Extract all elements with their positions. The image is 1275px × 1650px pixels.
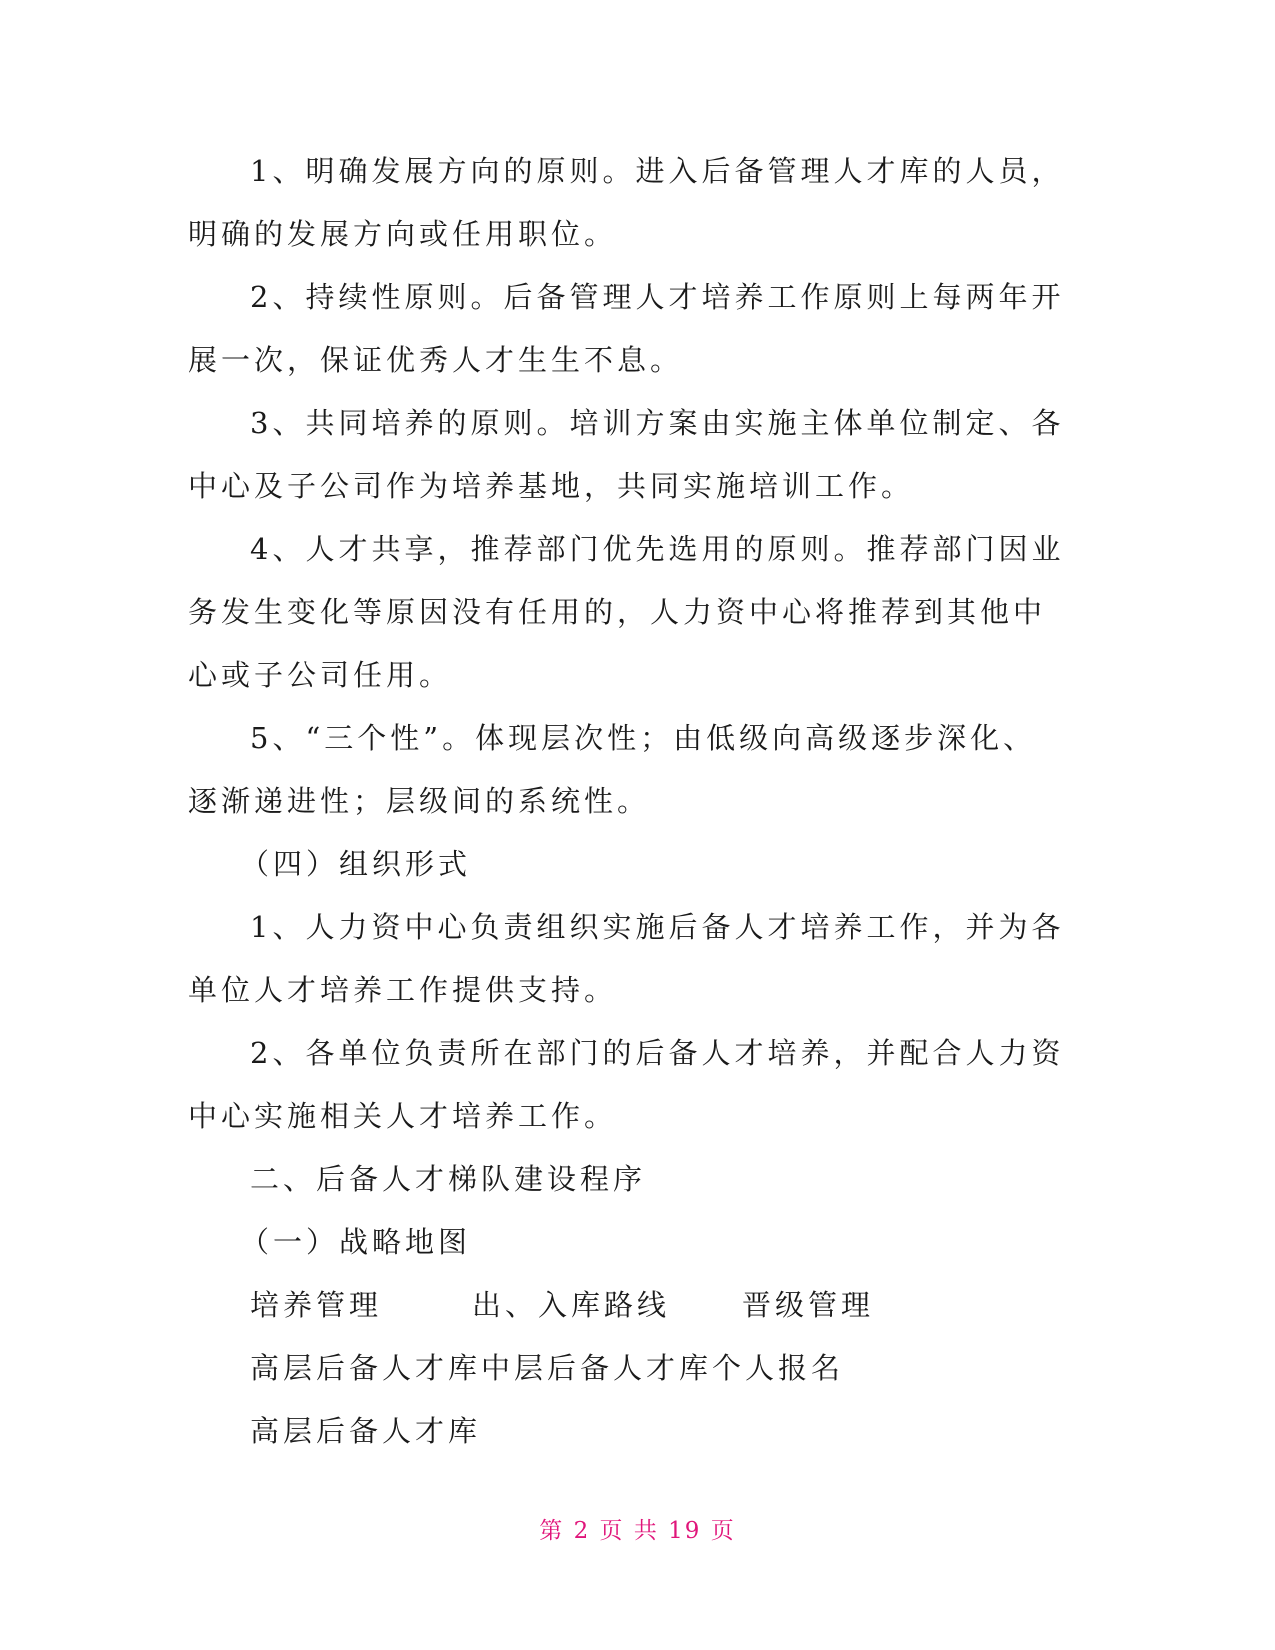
strategy-map-columns [188, 1274, 1068, 1337]
section-heading-organization: （四）组织形式 [240, 847, 472, 881]
organization-paragraph-2: 2、各单位负责所在部门的后备人才培养，并配合人力资中心实施相关人才培养工作。 [188, 1036, 1065, 1133]
page-number-footer: 第 2 页 共 19 页 [539, 1518, 736, 1544]
section-heading-strategy-map: （一）战略地图 [240, 1225, 472, 1259]
map-line-3-text: 高层后备人才库 [250, 1414, 482, 1448]
map-column-training: 培养管理 [250, 1288, 383, 1322]
map-column-promotion: 晋级管理 [742, 1288, 875, 1322]
principle-paragraph-4: 4、人才共享，推荐部门优先选用的原则。推荐部门因业务发生变化等原因没有任用的，人力资中心将推荐到其他中心或子公司任用。 [188, 532, 1065, 692]
document-body [188, 140, 1068, 1463]
part-heading-procedure: 二、后备人才梯队建设程序 [250, 1162, 647, 1196]
strategy-map-line-2 [188, 1337, 1068, 1400]
principle-paragraph-3: 3、共同培养的原则。培训方案由实施主体单位制定、各中心及子公司作为培养基地，共同实施培训工作。 [188, 406, 1065, 503]
map-line-2-text: 高层后备人才库中层后备人才库个人报名 [250, 1351, 845, 1385]
principle-paragraph-5: 5、“三个性”。体现层次性；由低级向高级逐步深化、逐渐递进性；层级间的系统性。 [188, 721, 1037, 818]
organization-paragraph-1: 1、人力资中心负责组织实施后备人才培养工作，并为各单位人才培养工作提供支持。 [188, 910, 1065, 1007]
map-column-route: 出、入库路线 [472, 1288, 671, 1322]
principle-paragraph-2: 2、持续性原则。后备管理人才培养工作原则上每两年开展一次，保证优秀人才生生不息。 [188, 280, 1065, 377]
strategy-map-line-3 [188, 1400, 1068, 1463]
principle-paragraph-1: 1、明确发展方向的原则。进入后备管理人才库的人员，明确的发展方向或任用职位。 [188, 154, 1065, 251]
